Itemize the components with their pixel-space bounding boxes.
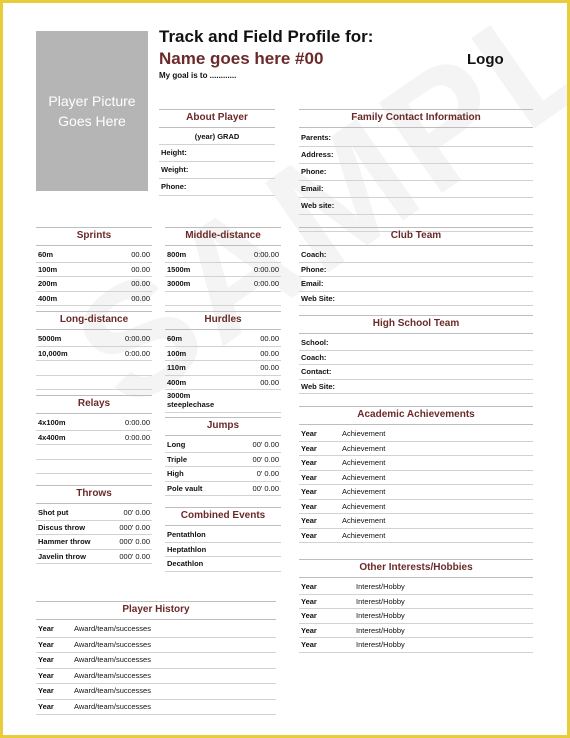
about-player-heading: About Player xyxy=(159,109,275,128)
sprint-row: 60m 00.00 xyxy=(36,248,152,263)
hs-website-row: Web Site: xyxy=(299,380,533,395)
sprints-heading: Sprints xyxy=(36,227,152,246)
long-row: 5000m 0:00.00 xyxy=(36,332,152,347)
relays-heading: Relays xyxy=(36,395,152,414)
hs-contact-row: Contact: xyxy=(299,365,533,380)
interests-heading: Other Interests/Hobbies xyxy=(299,559,533,578)
interest-row: Year Interest/Hobby xyxy=(299,638,533,653)
hurdles-section xyxy=(165,311,281,413)
interest-row: Year Interest/Hobby xyxy=(299,580,533,595)
jump-row: Pole vault 00' 0.00 xyxy=(165,482,281,497)
achievement-row: Year Achievement xyxy=(299,442,533,457)
relay-blank-row xyxy=(36,460,152,475)
hurdles-heading: Hurdles xyxy=(165,311,281,330)
logo-placeholder: Logo xyxy=(467,51,504,68)
middle-row: 1500m 0:00.00 xyxy=(165,263,281,278)
history-row: Year Award/team/successes xyxy=(36,669,276,685)
history-row: Year Award/team/successes xyxy=(36,638,276,654)
long-distance-section xyxy=(36,311,152,390)
hs-coach-row: Coach: xyxy=(299,351,533,366)
interest-row: Year Interest/Hobby xyxy=(299,595,533,610)
interest-row: Year Interest/Hobby xyxy=(299,609,533,624)
combined-row: Heptathlon xyxy=(165,543,281,558)
player-history-heading: Player History xyxy=(36,601,276,620)
player-picture-placeholder xyxy=(36,31,148,191)
jump-row: High 0' 0.00 xyxy=(165,467,281,482)
player-history-section xyxy=(36,601,276,715)
page-title: Track and Field Profile for: xyxy=(159,27,374,46)
photo-line-2: Goes Here xyxy=(58,113,126,129)
family-phone-row: Phone: xyxy=(299,164,533,181)
club-email-row: Email: xyxy=(299,277,533,292)
middle-distance-section xyxy=(165,227,281,306)
school-row: School: xyxy=(299,336,533,351)
hurdle-row: 100m 00.00 xyxy=(165,347,281,362)
family-email-row: Email: xyxy=(299,181,533,198)
club-team-heading: Club Team xyxy=(299,227,533,246)
combined-row: Decathlon xyxy=(165,557,281,572)
relays-section xyxy=(36,395,152,474)
long-blank-row xyxy=(36,361,152,376)
relay-row: 4x400m 0:00.00 xyxy=(36,431,152,446)
jump-row: Long 00' 0.00 xyxy=(165,438,281,453)
throw-row: Hammer throw 000' 0.00 xyxy=(36,535,152,550)
photo-line-1: Player Picture xyxy=(48,93,136,109)
club-phone-row: Phone: xyxy=(299,263,533,278)
long-distance-heading: Long-distance xyxy=(36,311,152,330)
middle-row: 3000m 0:00.00 xyxy=(165,277,281,292)
club-coach-row: Coach: xyxy=(299,248,533,263)
achievement-row: Year Achievement xyxy=(299,514,533,529)
sprint-row: 100m 00.00 xyxy=(36,263,152,278)
jump-row: Triple 00' 0.00 xyxy=(165,453,281,468)
achievement-row: Year Achievement xyxy=(299,529,533,544)
combined-row: Pentathlon xyxy=(165,528,281,543)
achievement-row: Year Achievement xyxy=(299,485,533,500)
club-team-section xyxy=(299,227,533,306)
grad-year: (year) GRAD xyxy=(194,132,240,141)
family-website-row: Web site: xyxy=(299,198,533,215)
middle-blank-row xyxy=(165,292,281,307)
hurdle-row: 400m 00.00 xyxy=(165,376,281,391)
sprint-row: 200m 00.00 xyxy=(36,277,152,292)
height-row: Height: xyxy=(159,145,275,162)
hurdle-row: 110m 00.00 xyxy=(165,361,281,376)
high-school-team-heading: High School Team xyxy=(299,315,533,334)
history-row: Year Award/team/successes xyxy=(36,684,276,700)
combined-events-section xyxy=(165,507,281,572)
grad-row xyxy=(159,130,275,145)
sprints-section xyxy=(36,227,152,306)
history-row: Year Award/team/successes xyxy=(36,622,276,638)
jumps-heading: Jumps xyxy=(165,417,281,436)
long-row: 10,000m 0:00.00 xyxy=(36,347,152,362)
about-player-section xyxy=(159,109,275,196)
phone-row: Phone: xyxy=(159,179,275,196)
steeplechase-row: 3000m steeplechase xyxy=(165,390,281,413)
academic-achievements-section xyxy=(299,406,533,543)
relay-blank-row xyxy=(36,445,152,460)
throw-row: Javelin throw 000' 0.00 xyxy=(36,550,152,565)
player-goal: My goal is to ............ xyxy=(159,71,237,80)
sprint-row: 400m 00.00 xyxy=(36,292,152,307)
parents-row: Parents: xyxy=(299,130,533,147)
family-contact-section xyxy=(299,109,533,232)
academic-heading: Academic Achievements xyxy=(299,406,533,425)
player-name: Name goes here #00 xyxy=(159,49,324,68)
achievement-row: Year Achievement xyxy=(299,427,533,442)
address-row: Address: xyxy=(299,147,533,164)
hurdle-row: 60m 00.00 xyxy=(165,332,281,347)
achievement-row: Year Achievement xyxy=(299,500,533,515)
jumps-section xyxy=(165,417,281,496)
family-contact-heading: Family Contact Information xyxy=(299,109,533,128)
relay-row: 4x100m 0:00.00 xyxy=(36,416,152,431)
throw-row: Shot put 00' 0.00 xyxy=(36,506,152,521)
history-row: Year Award/team/successes xyxy=(36,653,276,669)
throws-section xyxy=(36,485,152,564)
achievement-row: Year Achievement xyxy=(299,471,533,486)
throw-row: Discus throw 000' 0.00 xyxy=(36,521,152,536)
interest-row: Year Interest/Hobby xyxy=(299,624,533,639)
high-school-team-section xyxy=(299,315,533,394)
throws-heading: Throws xyxy=(36,485,152,504)
middle-distance-heading: Middle-distance xyxy=(165,227,281,246)
weight-row: Weight: xyxy=(159,162,275,179)
combined-events-heading: Combined Events xyxy=(165,507,281,526)
club-website-row: Web Site: xyxy=(299,292,533,307)
interests-section xyxy=(299,559,533,653)
achievement-row: Year Achievement xyxy=(299,456,533,471)
history-row: Year Award/team/successes xyxy=(36,700,276,716)
middle-row: 800m 0:00.00 xyxy=(165,248,281,263)
long-blank-row xyxy=(36,376,152,391)
